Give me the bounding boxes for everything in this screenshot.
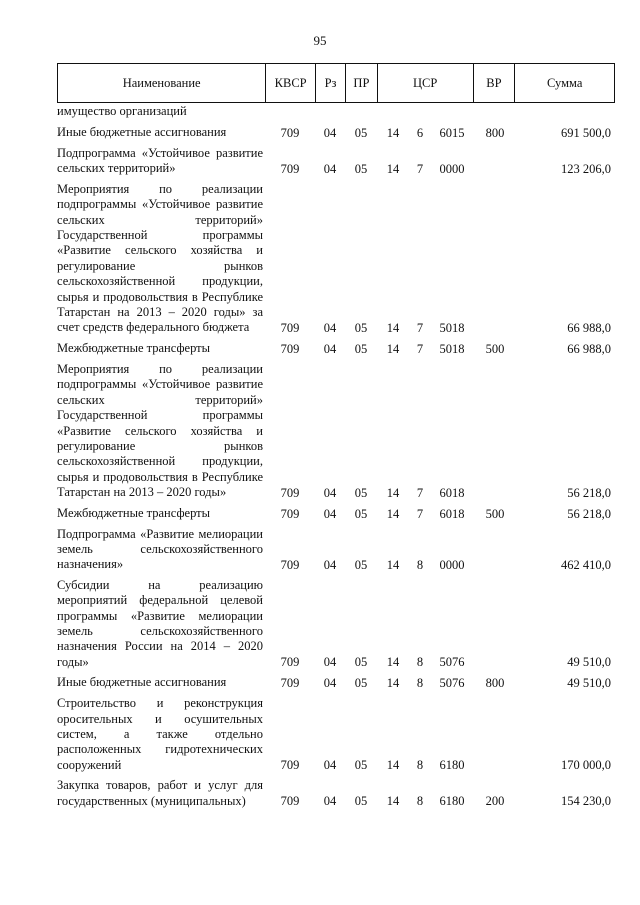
table-row xyxy=(0,696,640,773)
cell-c3: 0000 xyxy=(439,161,465,176)
cell-pr: 05 xyxy=(354,126,368,140)
row-name: Субсидии на реализацию мероприятий федеральной целевой программы «Развитие мелиорации земель сельскохозяйственного назначения России на 2014 – 2020 годы» xyxy=(57,577,263,669)
cell-rz: 04 xyxy=(323,557,337,572)
cell-kvsr: 709 xyxy=(280,485,300,500)
cell-kvsr: 709 xyxy=(280,161,300,176)
row-name: Межбюджетные трансферты xyxy=(57,505,211,520)
cell-sum: 170 000,0 xyxy=(561,758,611,773)
cell-c3: 6015 xyxy=(439,126,465,140)
row-name: Мероприятия по реализации подпрограммы «Устойчивое развитие сельских территорий» Государственной программы «Развитие сельского хозяйства и регулирование рынков сельскохозяйственной продукции, сырья и продовольствия в Республике Татарстан на 2013 – 2020 годы» xyxy=(57,361,263,500)
row-name: Строительство и реконструкция оросительных и осушительных систем, а также отдельно расположенных гидротехнических сооружений xyxy=(57,696,263,772)
row-name: Закупка товаров, работ и услуг для государственных (муниципальных) xyxy=(57,778,263,808)
table-row xyxy=(0,146,640,177)
cell-c1: 14 xyxy=(386,341,400,356)
cell-c3: 6018 xyxy=(439,485,465,500)
cell-c3: 6180 xyxy=(439,758,465,773)
cell-pr: 05 xyxy=(354,676,368,691)
cell-c2: 7 xyxy=(416,341,424,356)
cell-sum: 154 230,0 xyxy=(561,794,611,809)
cell-c2: 7 xyxy=(416,485,424,500)
cell-c3: 5076 xyxy=(439,676,465,691)
cell-pr: 05 xyxy=(354,557,368,572)
cell-kvsr: 709 xyxy=(280,655,300,670)
cell-c2: 7 xyxy=(416,320,424,335)
row-cells xyxy=(0,757,640,773)
cell-c2: 8 xyxy=(416,758,424,773)
row-cells xyxy=(0,557,640,573)
cell-pr: 05 xyxy=(354,161,368,176)
cell-kvsr: 709 xyxy=(280,557,300,572)
table-row xyxy=(0,527,640,573)
row-cells xyxy=(0,675,640,691)
cell-c2: 8 xyxy=(416,676,424,691)
cell-pr: 05 xyxy=(354,794,368,809)
cell-pr: 05 xyxy=(354,506,368,521)
cell-vr: 200 xyxy=(485,794,505,809)
header-csr: ЦСР xyxy=(377,64,473,102)
cell-c3: 5018 xyxy=(439,320,465,335)
cell-rz: 04 xyxy=(323,676,337,691)
row-cells xyxy=(0,793,640,809)
table-body xyxy=(0,103,640,809)
cell-sum: 691 500,0 xyxy=(561,126,611,140)
header-kvsr: КВСР xyxy=(265,64,315,102)
cell-rz: 04 xyxy=(323,341,337,356)
cell-c1: 14 xyxy=(386,161,400,176)
cell-c3: 5076 xyxy=(439,655,465,670)
row-cells xyxy=(0,320,640,336)
row-name: Межбюджетные трансферты xyxy=(57,340,211,355)
cell-rz: 04 xyxy=(323,161,337,176)
header-name: Наименование xyxy=(122,75,201,90)
cell-c3: 6018 xyxy=(439,506,465,521)
row-name: Подпрограмма «Устойчивое развитие сельских территорий» xyxy=(57,146,263,176)
cell-pr: 05 xyxy=(354,485,368,500)
cell-c3: 6180 xyxy=(439,794,465,809)
cell-sum: 49 510,0 xyxy=(567,676,611,691)
cell-sum: 49 510,0 xyxy=(567,655,611,670)
cell-c2: 8 xyxy=(416,655,424,670)
cell-c1: 14 xyxy=(386,557,400,572)
cell-c2: 8 xyxy=(416,557,424,572)
cell-c1: 14 xyxy=(386,794,400,809)
cell-c1: 14 xyxy=(386,655,400,670)
cell-rz: 04 xyxy=(323,794,337,809)
table-row xyxy=(0,182,640,336)
cell-sum: 123 206,0 xyxy=(561,161,611,176)
cell-c2: 6 xyxy=(416,126,424,140)
cell-kvsr: 709 xyxy=(280,506,300,521)
cell-pr: 05 xyxy=(354,655,368,670)
table-row xyxy=(0,675,640,691)
cell-pr: 05 xyxy=(354,320,368,335)
cell-vr: 500 xyxy=(485,341,505,356)
table-row xyxy=(0,506,640,522)
cell-kvsr: 709 xyxy=(280,341,300,356)
row-cells xyxy=(0,161,640,177)
cell-rz: 04 xyxy=(323,655,337,670)
cell-c2: 8 xyxy=(416,794,424,809)
header-vr: ВР xyxy=(473,64,515,102)
cell-sum: 462 410,0 xyxy=(561,557,611,572)
cell-sum: 56 218,0 xyxy=(567,485,611,500)
cell-vr: 800 xyxy=(485,676,505,691)
cell-c1: 14 xyxy=(386,506,400,521)
row-name: Иные бюджетные ассигнования xyxy=(57,675,227,690)
row-name: Иные бюджетные ассигнования xyxy=(57,125,227,139)
cell-c1: 14 xyxy=(386,320,400,335)
header-rz: Рз xyxy=(315,64,345,102)
cell-rz: 04 xyxy=(323,506,337,521)
table-row xyxy=(0,104,640,120)
cell-vr: 800 xyxy=(485,126,505,140)
table-row xyxy=(0,578,640,670)
cell-kvsr: 709 xyxy=(280,794,300,809)
row-cells xyxy=(0,341,640,357)
cell-vr: 500 xyxy=(485,506,505,521)
cell-rz: 04 xyxy=(323,320,337,335)
cell-pr: 05 xyxy=(354,758,368,773)
header-sum: Сумма xyxy=(514,64,614,102)
cell-c1: 14 xyxy=(386,485,400,500)
row-name: Подпрограмма «Развитие мелиорации земель сельскохозяйственного назначения» xyxy=(57,526,263,572)
cell-c3: 0000 xyxy=(439,557,465,572)
row-cells xyxy=(0,125,640,141)
row-cells xyxy=(0,654,640,670)
row-cells xyxy=(0,104,640,120)
cell-rz: 04 xyxy=(323,758,337,773)
table-row xyxy=(0,341,640,357)
cell-c1: 14 xyxy=(386,126,400,140)
row-cells xyxy=(0,506,640,522)
cell-c1: 14 xyxy=(386,758,400,773)
table-header xyxy=(57,63,615,103)
table-row xyxy=(0,125,640,141)
cell-kvsr: 709 xyxy=(280,320,300,335)
cell-rz: 04 xyxy=(323,126,337,140)
header-pr: ПР xyxy=(345,64,377,102)
row-name: имущество организаций xyxy=(57,104,187,118)
cell-rz: 04 xyxy=(323,485,337,500)
cell-c3: 5018 xyxy=(439,341,465,356)
cell-c1: 14 xyxy=(386,676,400,691)
table-row xyxy=(0,362,640,501)
cell-c2: 7 xyxy=(416,506,424,521)
cell-pr: 05 xyxy=(354,341,368,356)
cell-sum: 56 218,0 xyxy=(567,506,611,521)
cell-kvsr: 709 xyxy=(280,758,300,773)
cell-sum: 66 988,0 xyxy=(567,320,611,335)
table-row xyxy=(0,778,640,809)
cell-kvsr: 709 xyxy=(280,676,300,691)
cell-c2: 7 xyxy=(416,161,424,176)
row-name: Мероприятия по реализации подпрограммы «Устойчивое развитие сельских территорий» Государственной программы «Развитие сельского хозяйства и регулирование рынков сельскохозяйственной продукции, сырья и продовольствия в Республике Татарстан на 2013 – 2020 годы» за счет средств федерального бюджета xyxy=(57,181,263,335)
page-number: 95 xyxy=(313,33,327,48)
row-cells xyxy=(0,485,640,501)
cell-sum: 66 988,0 xyxy=(567,341,611,356)
cell-kvsr: 709 xyxy=(280,126,300,140)
